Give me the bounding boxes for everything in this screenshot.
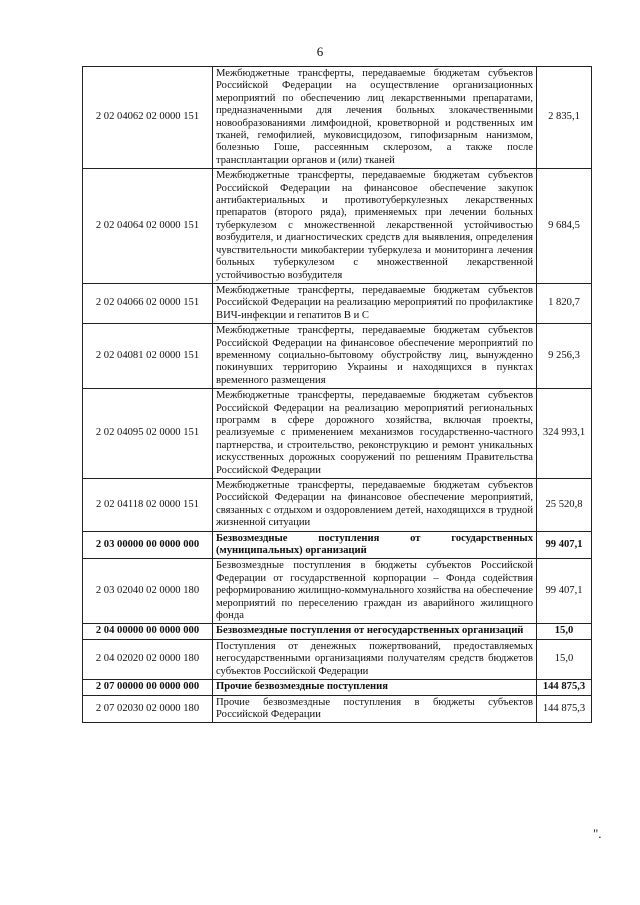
budget-revenue-table [82,66,592,723]
amount-cell: 15,0 [537,624,592,639]
budget-code-cell: 2 07 00000 00 0000 000 [83,680,213,695]
description-cell: Межбюджетные трансферты, передаваемые бюджетам субъектов Российской Федерации на осуществление организационных мероприятий по обеспечению лиц лекарственными препаратами, предназначенными для лечения больных злокачественными новообразованиями лимфоидной, кроветворной и родственных им тканей, гемофилией, муковисцидозом, гипофизарным нанизмом, болезнью Гоше, рассеянным склерозом, а также после трансплантации органов и (или) тканей [213,67,537,169]
table-row [83,531,592,559]
table-row [83,169,592,284]
description-cell: Межбюджетные трансферты, передаваемые бюджетам субъектов Российской Федерации на реализацию мероприятий по профилактике ВИЧ-инфекции и гепатитов В и С [213,283,537,323]
table-row [83,324,592,389]
budget-code-cell: 2 04 02020 02 0000 180 [83,639,213,679]
budget-code-cell: 2 02 04064 02 0000 151 [83,169,213,284]
amount-cell: 2 835,1 [537,67,592,169]
description-cell: Поступления от денежных пожертвований, предоставляемых негосударственными организациями получателям средств бюджетов субъектов Российской Федерации [213,639,537,679]
description-cell: Межбюджетные трансферты, передаваемые бюджетам субъектов Российской Федерации на финансовое обеспечение закупок антибактериальных и противотуберкулезных лекарственных препаратов (второго ряда), применяемых при лечении больных туберкулезом с множественной лекарственной устойчивостью возбудителя, и диагностических средств для выявления, определения чувствительности микобактерии туберкулеза и мониторинга лечения больных туберкулезом с множественной лекарственной устойчивостью возбудителя [213,169,537,284]
amount-cell: 1 820,7 [537,283,592,323]
description-cell: Прочие безвозмездные поступления [213,680,537,695]
amount-cell: 99 407,1 [537,531,592,559]
budget-code-cell: 2 02 04066 02 0000 151 [83,283,213,323]
budget-code-cell: 2 02 04118 02 0000 151 [83,479,213,532]
amount-cell: 99 407,1 [537,559,592,624]
amount-cell: 144 875,3 [537,680,592,695]
description-cell: Безвозмездные поступления от негосударственных организаций [213,624,537,639]
table-row [83,479,592,532]
description-cell: Безвозмездные поступления от государственных (муниципальных) организаций [213,531,537,559]
table-row [83,680,592,695]
budget-code-cell: 2 02 04095 02 0000 151 [83,389,213,479]
budget-code-cell: 2 03 02040 02 0000 180 [83,559,213,624]
table-row [83,67,592,169]
description-cell: Прочие безвозмездные поступления в бюджеты субъектов Российской Федерации [213,695,537,723]
table-row [83,695,592,723]
budget-code-cell: 2 07 02030 02 0000 180 [83,695,213,723]
amount-cell: 25 520,8 [537,479,592,532]
table-row [83,559,592,624]
description-cell: Межбюджетные трансферты, передаваемые бюджетам субъектов Российской Федерации на реализацию мероприятий региональных программ в сфере дорожного хозяйства, включая проекты, реализуемые с применением механизмов государственно-частного партнерства, и строительство, реконструкцию и ремонт уникальных искусственных дорожных сооружений по решениям Правительства Российской Федерации [213,389,537,479]
budget-code-cell: 2 04 00000 00 0000 000 [83,624,213,639]
table-row [83,624,592,639]
amount-cell: 15,0 [537,639,592,679]
budget-code-cell: 2 02 04081 02 0000 151 [83,324,213,389]
amount-cell: 144 875,3 [537,695,592,723]
description-cell: Безвозмездные поступления в бюджеты субъектов Российской Федерации от государственной корпорации – Фонда содействия реформированию жилищно-коммунального хозяйства на обеспечение мероприятий по переселению граждан из аварийного жилищного фонда [213,559,537,624]
amount-cell: 9 684,5 [537,169,592,284]
description-cell: Межбюджетные трансферты, передаваемые бюджетам субъектов Российской Федерации на финансовое обеспечение мероприятий по временному социально-бытовому обустройству лиц, вынужденно покинувших территорию Украины и находящихся в пунктах временного размещения [213,324,537,389]
table-row [83,389,592,479]
amount-cell: 9 256,3 [537,324,592,389]
closing-quote-mark: ". [593,826,602,841]
table-row [83,639,592,679]
table-row [83,283,592,323]
page-number: 6 [316,44,324,59]
description-cell: Межбюджетные трансферты, передаваемые бюджетам субъектов Российской Федерации на финансовое обеспечение мероприятий, связанных с отдыхом и оздоровлением детей, находящихся в трудной жизненной ситуации [213,479,537,532]
amount-cell: 324 993,1 [537,389,592,479]
budget-code-cell: 2 03 00000 00 0000 000 [83,531,213,559]
table-body [83,67,592,723]
budget-code-cell: 2 02 04062 02 0000 151 [83,67,213,169]
